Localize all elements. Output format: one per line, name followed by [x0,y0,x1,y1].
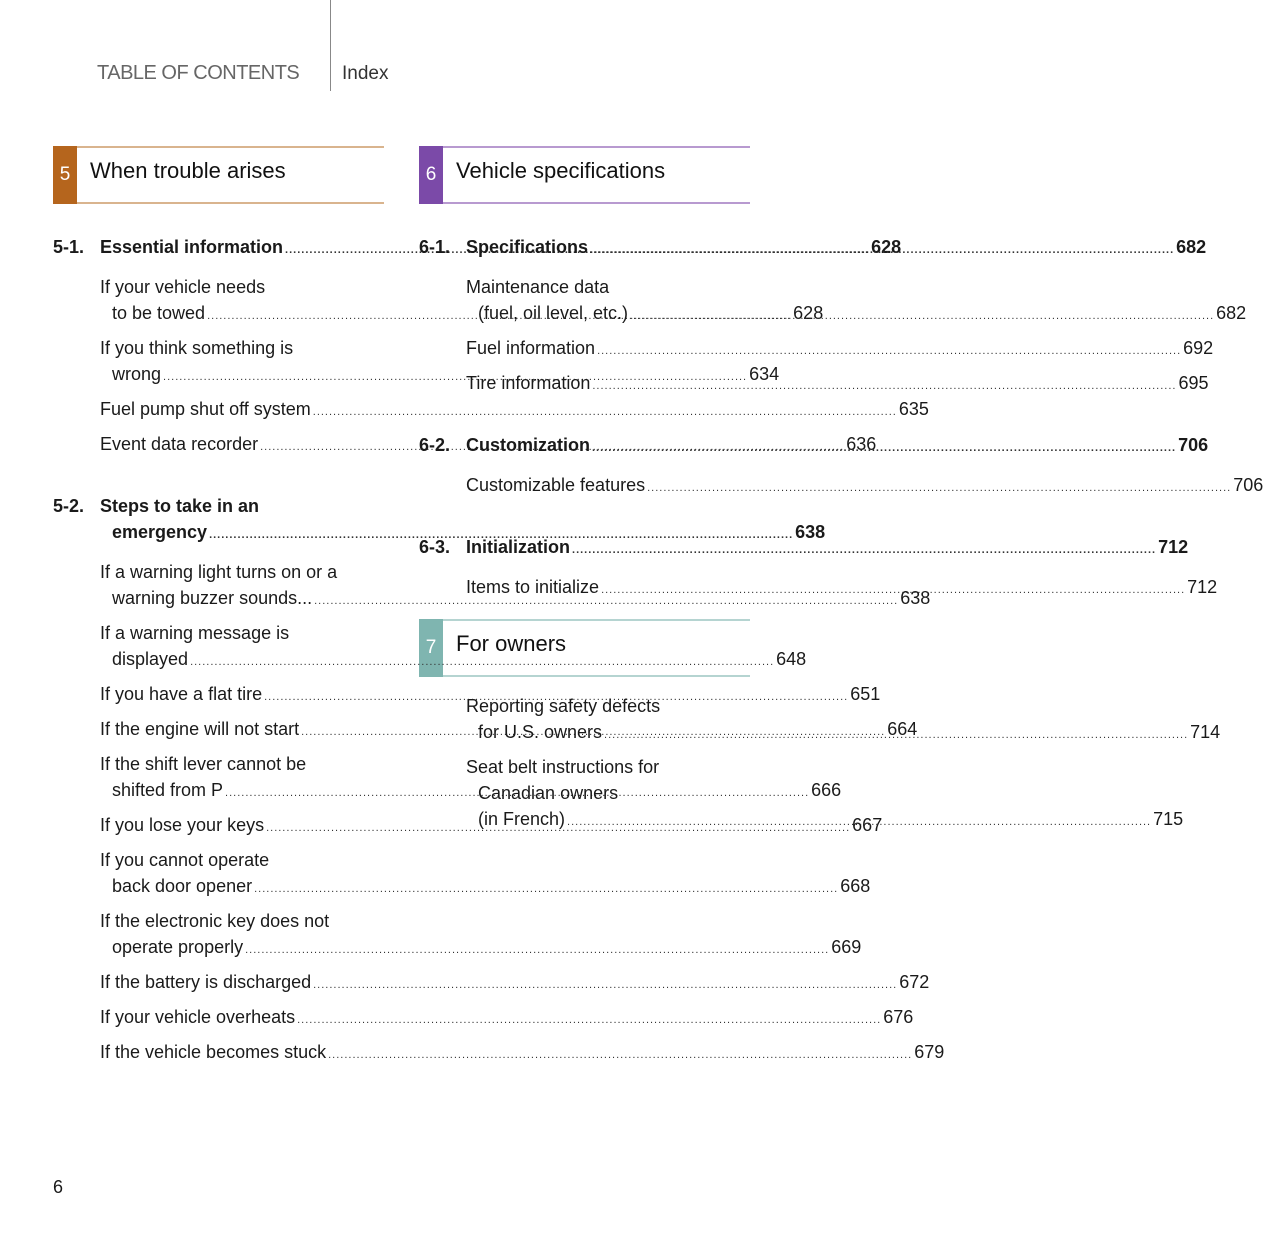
entry-text: (in French) [478,809,566,829]
dot-leader [604,722,1188,748]
entry-text: If you cannot operate [100,850,270,870]
section-number: 6-3. [419,537,451,557]
page-ref: 636 [846,434,877,454]
entry-text: Initialization [466,537,571,557]
page-ref: 666 [811,780,842,800]
entry-text: If you think something is [100,338,294,358]
nav-divider [330,0,331,91]
entry-text: emergency [112,522,208,542]
entry-text: If a warning message is [100,623,290,643]
toc-section[interactable] [419,534,1189,563]
chapter-number: 7 [419,619,443,677]
chapter-title: Vehicle specifications [456,158,666,183]
entry-text: (fuel, oil level, etc.) [478,303,629,323]
page-ref: 715 [1153,809,1184,829]
chapter-number: 5 [53,146,77,204]
entry-text: Fuel information [466,338,596,358]
entry-line [466,335,1214,364]
dot-leader [597,338,1181,364]
toc-entry[interactable] [100,1039,945,1068]
entry-text: Tire information [466,373,591,393]
entry-text: warning buzzer sounds... [112,588,313,608]
section-title [466,234,1206,263]
entry-text: Specifications [466,237,589,257]
dot-leader [647,475,1231,501]
toc-entry[interactable] [100,969,930,998]
entry-text: If you have a flat tire [100,684,263,704]
entry-text: Maintenance data [466,277,610,297]
entry-text: Fuel pump shut off system [100,399,311,419]
section-number: 5-1. [53,237,85,257]
page-ref: 669 [831,937,862,957]
page-ref: 651 [850,684,881,704]
entry-line [466,274,750,300]
entry-text: for U.S. owners [478,722,603,742]
page-ref: 664 [887,719,918,739]
section-title [466,534,1188,563]
entry-line [100,908,384,934]
entry-text: Reporting safety defects [466,696,661,716]
page-ref: 667 [852,815,883,835]
entry-line [100,274,384,300]
entry-line [100,873,871,902]
chapter-number: 6 [419,146,443,204]
entry-line [100,620,384,646]
dot-leader [590,237,1174,263]
nav-table-of-contents[interactable]: TABLE OF CONTENTS [97,62,300,84]
entry-line [100,1039,945,1068]
chapter-6-header[interactable] [419,146,750,204]
page-ref: 648 [776,649,807,669]
dot-leader [313,972,897,998]
dot-leader [245,937,829,963]
entry-text: If the vehicle becomes stuck [100,1042,327,1062]
section-number: 5-2. [53,496,85,516]
entry-line [100,559,384,585]
page-ref: 706 [1233,475,1263,495]
page-ref: 628 [793,303,824,323]
entry-text: Event data recorder [100,434,259,454]
page-ref: 638 [795,522,826,542]
entry-text: to be towed [112,303,206,323]
dot-leader [567,809,1151,835]
page-ref: 712 [1158,537,1189,557]
entry-text: Steps to take in an [100,496,260,516]
entry-text: If the battery is discharged [100,972,312,992]
page-ref: 712 [1187,577,1218,597]
entry-text: If your vehicle needs [100,277,266,297]
nav-index[interactable]: Index [342,63,389,84]
toc-entry[interactable] [100,1004,914,1033]
page-ref: 634 [749,364,780,384]
entry-line [466,693,750,719]
chapter-5-header[interactable] [53,146,384,204]
entry-line [100,646,807,675]
page-ref: 682 [1176,237,1207,257]
entry-text: If you lose your keys [100,815,265,835]
dot-leader [592,373,1176,399]
page-ref: 668 [840,876,871,896]
page-ref: 679 [914,1042,945,1062]
page-ref: 692 [1183,338,1214,358]
entry-line [466,432,1208,461]
chapter-title: When trouble arises [90,158,286,183]
entry-text: Seat belt instructions for [466,757,660,777]
entry-line [466,780,750,806]
page-ref: 682 [1216,303,1247,323]
entry-text: wrong [112,364,162,384]
page-ref: 628 [871,237,902,257]
entry-line [100,934,862,963]
entry-text: shifted from P [112,780,224,800]
entry-text: operate properly [112,937,244,957]
entry-text: If the electronic key does not [100,911,330,931]
entry-text: Customizable features [466,475,646,495]
entry-text: Essential information [100,237,284,257]
entry-line [466,472,1263,501]
toc-entry[interactable] [466,472,1263,501]
section-title [466,432,1208,461]
dot-leader [592,435,1176,461]
entry-line [100,396,929,425]
entry-line [100,335,384,361]
dot-leader [254,876,838,902]
page-ref: 635 [898,399,929,419]
section-number: 6-1. [419,237,451,257]
dot-leader [572,537,1156,563]
entry-text: Canadian owners [478,783,619,803]
dot-leader [297,1007,881,1033]
toc-entry[interactable] [100,908,862,963]
dot-leader [630,303,1214,329]
page-ref: 706 [1178,435,1209,455]
entry-line [466,234,1206,263]
entry-text: If the engine will not start [100,719,300,739]
entry-text: Items to initialize [466,577,600,597]
toc-entry[interactable] [100,396,929,425]
dot-leader [328,1042,912,1068]
toc-entry[interactable] [100,847,871,902]
entry-line [100,751,384,777]
entry-line [466,754,750,780]
entry-line [100,847,384,873]
page-ref: 638 [900,588,931,608]
entry-text: back door opener [112,876,253,896]
dot-leader [601,577,1185,603]
toc-entry[interactable] [466,335,1214,364]
entry-text: If your vehicle overheats [100,1007,296,1027]
chapter-title: For owners [456,631,567,656]
entry-line [100,969,930,998]
page-ref: 672 [899,972,930,992]
section-number: 6-2. [419,435,451,455]
page-number: 6 [53,1177,64,1197]
entry-line [100,1004,914,1033]
entry-text: Customization [466,435,590,455]
entry-text: If a warning light turns on or a [100,562,338,582]
page-ref: 714 [1190,722,1221,742]
entry-line [466,534,1188,563]
entry-text: If the shift lever cannot be [100,754,307,774]
entry-text: displayed [112,649,189,669]
page-ref: 676 [883,1007,914,1027]
page-ref: 695 [1178,373,1209,393]
dot-leader [190,649,774,675]
